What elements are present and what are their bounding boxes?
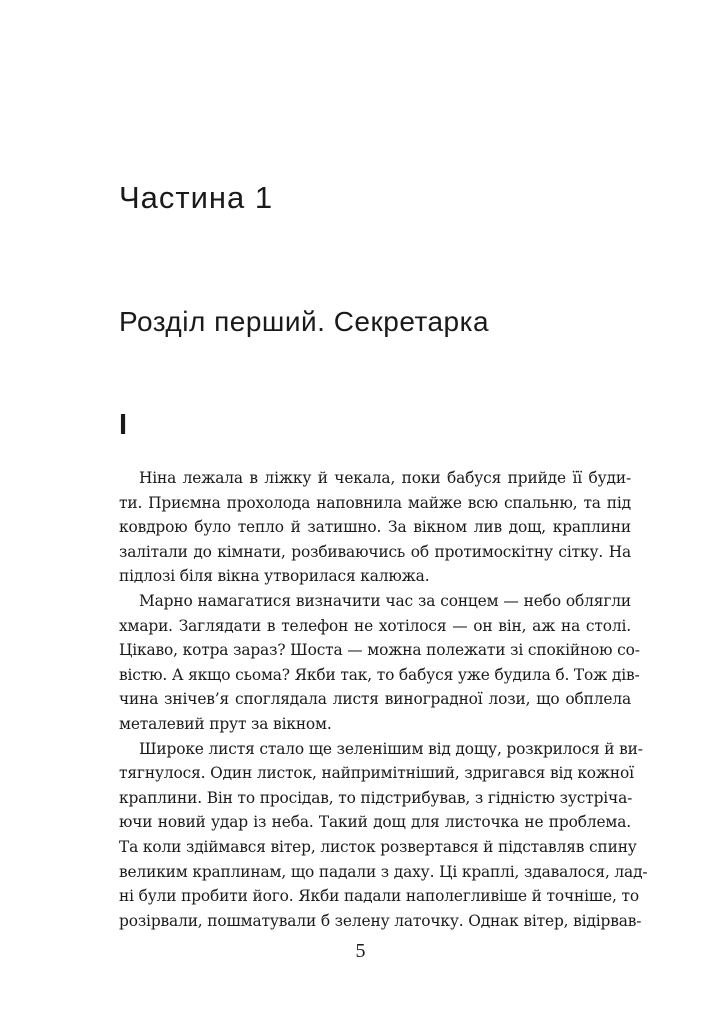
- text-line: вістю. А якщо сьома? Якби так, то бабуся уже будила б. Тож дів-: [119, 665, 640, 684]
- text-line: розірвали, пошматували б зелену латочку. Однак вітер, відірвав-: [119, 911, 642, 930]
- part-title: Частина 1: [119, 180, 274, 215]
- paragraph: [119, 589, 640, 737]
- text-line: ти. Приємна прохолода наповнила майже всю спальню, та під: [119, 493, 631, 512]
- page-number: 5: [355, 940, 366, 962]
- text-line: металевий прут за вікном.: [119, 714, 332, 733]
- chapter-title: Розділ перший. Секретарка: [119, 306, 490, 337]
- text-line: тягнулося. Один листок, найпримітніший, здригався від кожної: [119, 764, 634, 783]
- body-text: [119, 466, 648, 933]
- text-line: Ніна лежала в ліжку й чекала, поки бабуся прийде її буди-: [139, 469, 631, 487]
- paragraph: [119, 466, 631, 589]
- section-number: І: [119, 409, 128, 441]
- text-line: ючи новий удар із неба. Такий дощ для листочка не проблема.: [119, 813, 631, 832]
- paragraph: [119, 737, 648, 934]
- text-line: Та коли здіймався вітер, листок розвертався й підставляв спину: [119, 837, 637, 856]
- text-line: ні були пробити його. Якби падали наполегливіше й точніше, то: [119, 887, 639, 906]
- text-line: краплини. Він то просідав, то підстрибував, з гідністю зустріча-: [119, 788, 633, 807]
- text-line: підлозі біля вікна утворилася калюжа.: [119, 567, 430, 586]
- text-line: залітали до кімнати, розбиваючись об протимоскітну сітку. На: [119, 542, 631, 561]
- text-line: ковдрою було тепло й затишно. За вікном лив дощ, краплини: [119, 518, 631, 537]
- text-line: хмари. Заглядати в телефон не хотілося — он він, аж на столі.: [119, 616, 631, 635]
- text-line: великим краплинам, що падали з даху. Ці краплі, здавалося, лад-: [119, 862, 648, 881]
- text-line: Цікаво, котра зараз? Шоста — можна полежати зі спокійною со-: [119, 641, 640, 660]
- text-line: чина знічев’я споглядала листя виноградної лози, що обплела: [119, 690, 631, 709]
- text-line: Широке листя стало ще зеленішим від дощу, розкрилося й ви-: [139, 739, 643, 758]
- text-line: Марно намагатися визначити час за сонцем — небо облягли: [139, 591, 631, 610]
